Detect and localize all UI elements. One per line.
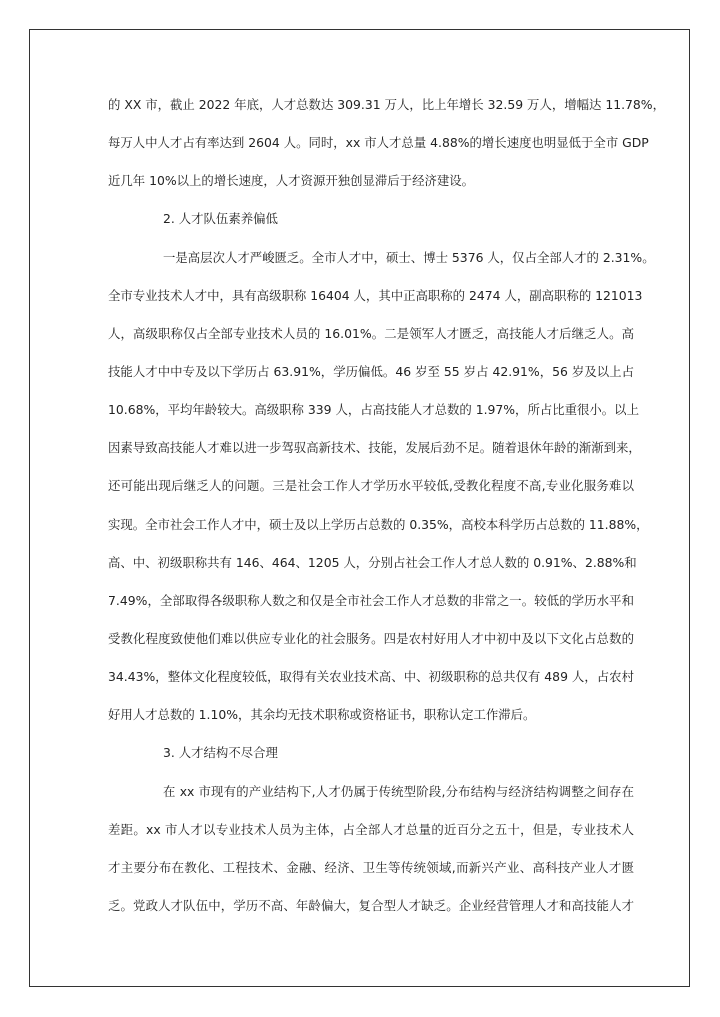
paragraph-line: 还可能出现后继乏人的问题。三是社会工作人才学历水平较低,受教化程度不高,专业化服务难以: [108, 478, 634, 494]
paragraph-line: 在 xx 市现有的产业结构下,人才仍属于传统型阶段,分布结构与经济结构调整之间存在: [163, 783, 634, 799]
paragraph-line: 高、中、初级职称共有 146、464、1205 人，分别占社会工作人才总人数的 0.91%、2.88%和: [108, 554, 637, 570]
document-body: [108, 94, 665, 933]
section-heading: 3. 人才结构不尽合理: [163, 745, 278, 761]
paragraph-line: 才主要分布在教化、工程技术、金融、经济、卫生等传统领域,而新兴产业、高科技产业人才匮: [108, 859, 634, 875]
paragraph-line: 一是高层次人才严峻匮乏。全市人才中，硕士、博士 5376 人，仅占全部人才的 2.31%。: [163, 249, 655, 265]
paragraph-line: 差距。xx 市人才以专业技术人员为主体，占全部人才总量的近百分之五十，但是，专业技术人: [108, 821, 634, 837]
paragraph-line: 乏。党政人才队伍中，学历不高、年龄偏大，复合型人才缺乏。企业经营管理人才和高技能人才: [108, 897, 634, 913]
paragraph-line: 34.43%，整体文化程度较低，取得有关农业技术高、中、初级职称的总共仅有 489 人，占农村: [108, 669, 634, 685]
paragraph-line: 的 XX 市，截止 2022 年底，人才总数达 309.31 万人，比上年增长 32.59 万人，增幅达 11.78%，: [108, 97, 665, 112]
paragraph-line: 技能人才中中专及以下学历占 63.91%，学历偏低。46 岁至 55 岁占 42.91%，56 岁及以上占: [108, 363, 634, 379]
paragraph-line: 10.68%，平均年龄较大。高级职称 339 人，占高技能人才总数的 1.97%，所占比重很小。以上: [108, 402, 639, 418]
paragraph-line: 近几年 10%以上的增长速度，人才资源开独创显滞后于经济建设。: [108, 173, 475, 189]
paragraph-line: 7.49%，全部取得各级职称人数之和仅是全市社会工作人才总数的非常之一。较低的学历水平和: [108, 592, 634, 608]
paragraph-line: 好用人才总数的 1.10%，其余均无技术职称或资格证书，职称认定工作滞后。: [108, 707, 536, 723]
paragraph-line: 每万人中人才占有率达到 2604 人。同时，xx 市人才总量 4.88%的增长速度也明显低于全市 GDP: [108, 135, 649, 151]
paragraph-line: 全市专业技术人才中，具有高级职称 16404 人，其中正高职称的 2474 人，副高职称的 121013: [108, 287, 643, 303]
paragraph-line: 实现。全市社会工作人才中，硕士及以上学历占总数的 0.35%，高校本科学历占总数的 11.88%，: [108, 516, 649, 532]
paragraph-line: 受教化程度致使他们难以供应专业化的社会服务。四是农村好用人才中初中及以下文化占总数的: [108, 630, 634, 646]
paragraph-line: 因素导致高技能人才难以进一步驾驭高新技术、技能，发展后劲不足。随着退休年龄的渐渐到来，: [108, 440, 641, 456]
section-heading: 2. 人才队伍素养偏低: [163, 211, 278, 227]
paragraph-line: 人，高级职称仅占全部专业技术人员的 16.01%。二是领军人才匮乏，高技能人才后继乏人。高: [108, 325, 634, 341]
